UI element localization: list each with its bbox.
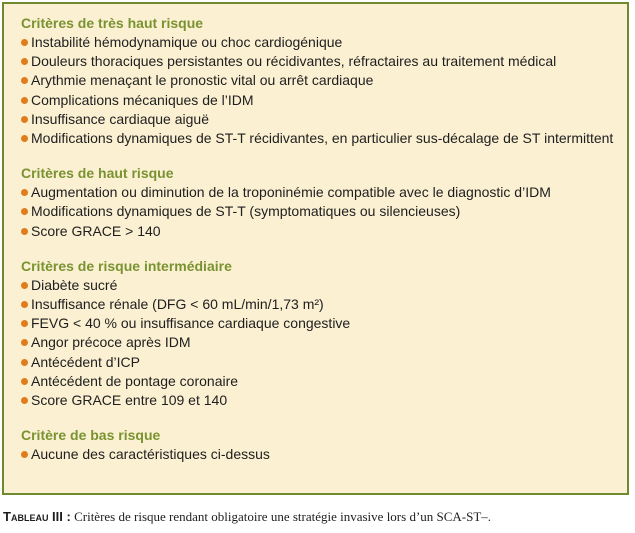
item-text: Insuffisance rénale (DFG < 60 mL/min/1,73 m²) xyxy=(31,296,324,313)
caption-text: Critères de risque rendant obligatoire une stratégie invasive lors d’un SCA-ST–. xyxy=(70,509,492,524)
bullet-icon xyxy=(21,116,28,123)
bullet-icon xyxy=(21,208,28,215)
list-item xyxy=(21,314,615,333)
item-text: Angor précoce après IDM xyxy=(31,334,191,351)
list-item xyxy=(21,333,615,352)
bullet-icon xyxy=(21,282,28,289)
section-intermediate-risk xyxy=(21,257,615,410)
list-item xyxy=(21,353,615,372)
item-text: Antécédent d’ICP xyxy=(31,353,140,370)
list-item xyxy=(21,52,615,71)
criteria-list xyxy=(21,276,615,410)
item-text: Instabilité hémodynamique ou choc cardiogénique xyxy=(31,34,343,50)
bullet-icon xyxy=(21,451,28,458)
item-text: Score GRACE > 140 xyxy=(31,222,161,239)
criteria-list xyxy=(21,183,615,241)
bullet-icon xyxy=(21,97,28,104)
criteria-list xyxy=(21,445,615,464)
section-title: Critères de haut risque xyxy=(21,165,174,182)
item-text: Modifications dynamiques de ST-T (symptomatiques ou silencieuses) xyxy=(31,203,461,220)
list-item xyxy=(21,33,615,52)
section-very-high-risk xyxy=(21,14,615,148)
bullet-icon xyxy=(21,320,28,327)
bullet-icon xyxy=(21,135,28,142)
list-item xyxy=(21,391,615,410)
bullet-icon xyxy=(21,189,28,196)
item-text: Insuffisance cardiaque aiguë xyxy=(31,110,209,127)
list-item xyxy=(21,276,615,295)
section-low-risk xyxy=(21,426,615,464)
item-text: Augmentation ou diminution de la troponinémie compatible avec le diagnostic d’IDM xyxy=(31,184,551,201)
bullet-icon xyxy=(21,228,28,235)
list-item xyxy=(21,372,615,391)
item-text: Arythmie menaçant le pronostic vital ou arrêt cardiaque xyxy=(31,72,374,89)
item-text: Complications mécaniques de l’IDM xyxy=(31,91,254,108)
list-item xyxy=(21,183,615,202)
table-caption xyxy=(3,509,491,525)
bullet-icon xyxy=(21,339,28,346)
item-text: Score GRACE entre 109 et 140 xyxy=(31,392,228,409)
list-item xyxy=(21,110,615,129)
item-text: Antécédent de pontage coronaire xyxy=(31,372,239,389)
bullet-icon xyxy=(21,359,28,366)
risk-criteria-table xyxy=(2,2,629,495)
bullet-icon xyxy=(21,58,28,65)
bullet-icon xyxy=(21,39,28,46)
caption-label: Tableau III : xyxy=(3,509,71,524)
item-text: Douleurs thoraciques persistantes ou récidivantes, réfractaires au traitement médical xyxy=(31,53,557,70)
list-item xyxy=(21,129,615,148)
bullet-icon xyxy=(21,378,28,385)
list-item xyxy=(21,202,615,221)
criteria-list xyxy=(21,33,615,148)
item-text: Modifications dynamiques de ST-T récidivantes, en particulier sus-décalage de ST intermittent xyxy=(31,130,614,147)
section-title: Critère de bas risque xyxy=(21,427,161,444)
list-item xyxy=(21,445,615,464)
list-item xyxy=(21,222,615,241)
section-title: Critères de risque intermédiaire xyxy=(21,257,232,274)
bullet-icon xyxy=(21,77,28,84)
list-item xyxy=(21,295,615,314)
item-text: Diabète sucré xyxy=(31,276,118,293)
item-text: Aucune des caractéristiques ci-dessus xyxy=(31,446,270,463)
section-title: Critères de très haut risque xyxy=(21,15,204,31)
bullet-icon xyxy=(21,397,28,404)
item-text: FEVG < 40 % ou insuffisance cardiaque congestive xyxy=(31,315,351,332)
table-content xyxy=(21,14,615,464)
list-item xyxy=(21,91,615,110)
list-item xyxy=(21,71,615,90)
section-high-risk xyxy=(21,164,615,241)
bullet-icon xyxy=(21,301,28,308)
